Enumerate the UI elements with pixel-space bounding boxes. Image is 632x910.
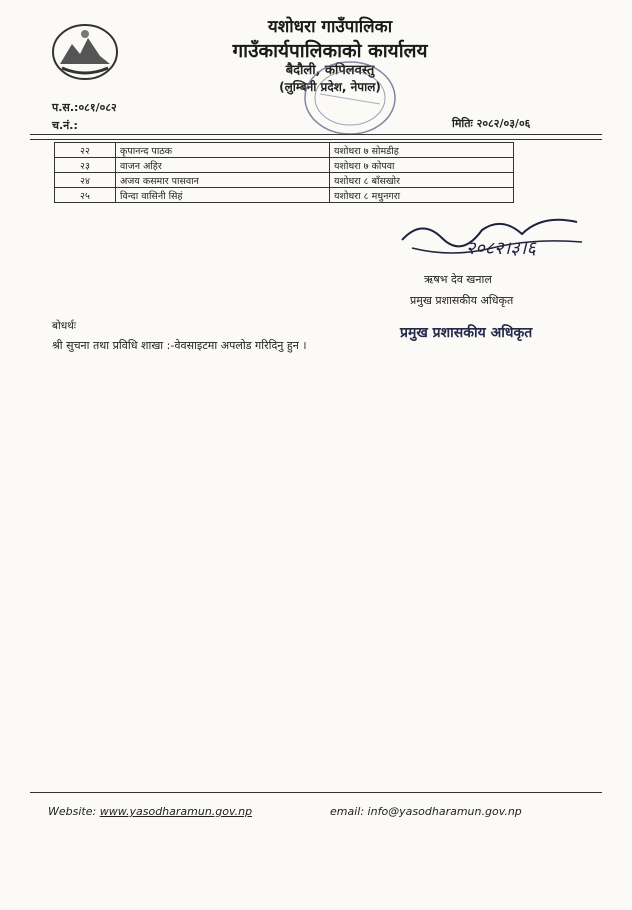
website-link[interactable]: www.yasodharamun.gov.np xyxy=(99,805,253,818)
email-address[interactable]: info@yasodharamun.gov.np xyxy=(367,805,522,818)
designation-seal: प्रमुख प्रशासकीय अधिकृत xyxy=(400,325,533,341)
table-row xyxy=(55,188,514,203)
office-name: गाउँकार्यपालिकाको कार्यालय xyxy=(232,40,428,62)
row-address: यशोधरा ८ बाँसखोर xyxy=(330,173,514,188)
cc-recipient: श्री सुचना तथा प्रविधि शाखा :-वेवसाइटमा अपलोड गरिदिनु हुन । xyxy=(52,339,307,352)
nepal-emblem-icon xyxy=(50,22,120,82)
table-row xyxy=(55,173,514,188)
header-rule-thin xyxy=(30,139,602,140)
table-row xyxy=(55,143,514,158)
signature-date: २०८२।३।६ xyxy=(466,238,536,259)
cc-label: बोधर्थः xyxy=(52,320,77,332)
footer-email xyxy=(330,805,522,818)
row-name: कृपानन्द पाठक xyxy=(116,143,330,158)
row-name: अजय कसमार पासवान xyxy=(116,173,330,188)
letter-date: मितिः २०८२/०३/०६ xyxy=(452,117,531,130)
email-label: email: xyxy=(330,805,365,818)
footer-website xyxy=(48,805,252,818)
header-rule xyxy=(30,134,602,135)
row-number: २४ xyxy=(55,173,116,188)
pa-sa-number: प.स.:०८१/०८२ xyxy=(52,101,117,114)
cha-na-number: च.नं.: xyxy=(52,119,78,132)
row-address: यशोधरा ७ सोमडीह xyxy=(330,143,514,158)
signatory-name: ऋषभ देव खनाल xyxy=(424,273,492,286)
row-number: २२ xyxy=(55,143,116,158)
row-name: वाजन अहिर xyxy=(116,158,330,173)
table-row xyxy=(55,158,514,173)
row-address: यशोधरा ७ कोपवा xyxy=(330,158,514,173)
website-label: Website: xyxy=(48,805,97,818)
municipality-name: यशोधरा गाउँपालिका xyxy=(267,17,393,37)
office-address: बैदौली, कपिलवस्तु xyxy=(285,63,375,78)
footer-rule xyxy=(30,792,602,793)
row-name: विन्दा वासिनी सिहं xyxy=(116,188,330,203)
row-address: यशोधरा ८ मधुनगरा xyxy=(330,188,514,203)
office-province: (लुम्बिनी प्रदेश, नेपाल) xyxy=(279,80,381,94)
signatory-title: प्रमुख प्रशासकीय अधिकृत xyxy=(410,294,514,307)
office-stamp-icon xyxy=(300,56,400,140)
beneficiary-table xyxy=(54,142,514,203)
row-number: २३ xyxy=(55,158,116,173)
row-number: २५ xyxy=(55,188,116,203)
